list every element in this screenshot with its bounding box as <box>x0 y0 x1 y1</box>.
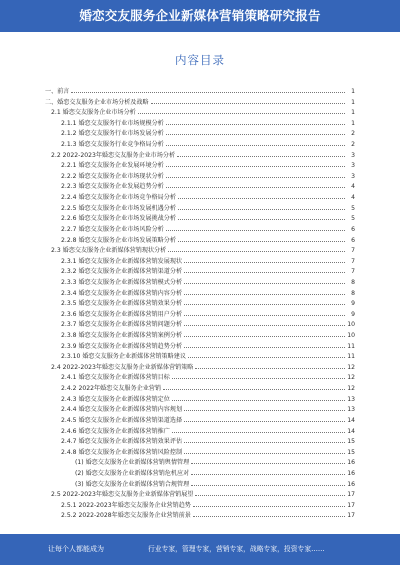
report-title: 婚恋交友服务企业新媒体营销策略研究报告 <box>79 8 321 23</box>
toc-leader-dots <box>178 203 345 210</box>
toc-leader-dots <box>166 181 345 188</box>
toc-leader-dots <box>184 415 345 422</box>
toc-leader-dots <box>184 298 345 305</box>
toc-entry-title: 2.3.3 婚恋交友服务企业新媒体营销模式分析 <box>61 278 183 286</box>
toc-leader-dots <box>168 245 345 252</box>
toc-entry[interactable] <box>61 192 355 201</box>
toc-entry[interactable] <box>61 394 355 403</box>
toc-entry[interactable] <box>61 256 355 265</box>
toc-leader-dots <box>166 128 345 135</box>
toc-entry-title: 2.3.5 婚恋交友服务企业新媒体营销效果分析 <box>61 300 183 308</box>
toc-leader-dots <box>184 277 345 284</box>
toc-entry-title: 2.5.1 2022-2023年婚恋交友服务企业营销趋势 <box>61 501 191 509</box>
toc-entry-title: 2.1 婚恋交友服务企业市场分析 <box>51 109 136 117</box>
toc-entry-page: 17 <box>347 501 355 509</box>
toc-entry[interactable] <box>61 341 355 350</box>
toc-leader-dots <box>178 213 345 220</box>
toc-leader-dots <box>172 372 345 379</box>
toc-entry-page: 5 <box>351 215 355 223</box>
toc-entry-title: 2.2.5 婚恋交友服务企业市场发展机遇分析 <box>61 204 176 212</box>
toc-entry-page: 12 <box>347 363 355 371</box>
toc-entry-title: 2.2 2022-2023年婚恋交友服务企业市场分析 <box>51 151 176 159</box>
toc-entry-page: 7 <box>351 257 355 265</box>
toc-entry[interactable] <box>61 319 355 328</box>
toc-entry[interactable] <box>61 500 355 509</box>
toc-entry-title: 2.3.6 婚恋交友服务企业新媒体营销用户分析 <box>61 310 183 318</box>
toc-entry-title: 2.4.6 婚恋交友服务企业新媒体营销推广 <box>61 427 170 435</box>
toc-entry-page: 14 <box>347 416 355 424</box>
toc-entry-page: 15 <box>347 448 355 456</box>
toc-entry-page: 10 <box>347 321 355 329</box>
toc-leader-dots <box>195 489 345 496</box>
toc-entry-title: 二、婚恋交友服务企业市场分析及战略 <box>45 98 149 106</box>
toc-entry-page: 15 <box>347 438 355 446</box>
toc-leader-dots <box>166 171 345 178</box>
toc-entry-title: 2.3.4 婚恋交友服务企业新媒体营销内容分析 <box>61 289 183 297</box>
toc-entry-title: 2.3.10 婚恋交友服务企业新媒体营销策略建议 <box>61 353 186 361</box>
toc-leader-dots <box>166 224 345 231</box>
table-of-contents <box>45 86 355 521</box>
toc-entry-title: 2.5 2022-2023年婚恋交友服务企业新媒体营销展望 <box>51 491 194 499</box>
toc-leader-dots <box>71 86 345 93</box>
toc-entry-page: 16 <box>347 469 355 477</box>
toc-entry-page: 4 <box>351 194 355 202</box>
toc-entry-title: 2.4.4 婚恋交友服务企业新媒体营销内容规划 <box>61 406 183 414</box>
toc-entry-title: 2.4.2 2022年婚恋交友服务企业营销 <box>61 385 161 393</box>
toc-entry-title: 2.2.1 婚恋交友服务企业发展环境分析 <box>61 162 164 170</box>
toc-entry-page: 6 <box>351 236 355 244</box>
toc-entry[interactable] <box>61 436 355 445</box>
toc-entry[interactable] <box>61 415 355 424</box>
toc-entry-title: 2.2.2 婚恋交友服务企业市场现状分析 <box>61 172 164 180</box>
toc-entry-title: 2.3.9 婚恋交友服务企业新媒体营销趋势分析 <box>61 342 183 350</box>
toc-entry[interactable] <box>45 97 355 106</box>
toc-leader-dots <box>184 288 345 295</box>
toc-entry[interactable] <box>61 383 355 392</box>
toc-leader-dots <box>184 319 345 326</box>
toc-entry[interactable] <box>61 224 355 233</box>
toc-entry[interactable] <box>61 139 355 148</box>
toc-entry[interactable] <box>61 351 355 360</box>
toc-entry-title: 2.3.7 婚恋交友服务企业新媒体营销问题分析 <box>61 321 183 329</box>
toc-entry-title: 2.3.1 婚恋交友服务企业新媒体营销发展现状 <box>61 257 183 265</box>
header-banner <box>0 0 400 32</box>
toc-entry-title: 2.4.1 婚恋交友服务企业新媒体营销目标 <box>61 374 170 382</box>
toc-entry-page: 17 <box>347 512 355 520</box>
toc-leader-dots <box>184 436 345 443</box>
toc-entry-title: 2.4.3 婚恋交友服务企业新媒体营销定位 <box>61 395 170 403</box>
toc-entry[interactable] <box>61 298 355 307</box>
toc-entry-page: 17 <box>347 491 355 499</box>
toc-entry[interactable] <box>61 128 355 137</box>
toc-entry-page: 16 <box>347 459 355 467</box>
toc-entry[interactable] <box>61 510 355 519</box>
toc-leader-dots <box>184 330 345 337</box>
toc-entry[interactable] <box>51 150 355 159</box>
toc-entry[interactable] <box>61 235 355 244</box>
toc-entry-page: 3 <box>351 172 355 180</box>
toc-entry[interactable] <box>51 245 355 254</box>
toc-entry[interactable] <box>61 447 355 456</box>
toc-entry-title: (1) 婚恋交友服务企业新媒体营销舆情管理 <box>75 459 190 467</box>
toc-entry[interactable] <box>61 266 355 275</box>
toc-leader-dots <box>184 256 345 263</box>
toc-leader-dots <box>166 139 345 146</box>
toc-entry[interactable] <box>51 489 355 498</box>
toc-entry[interactable] <box>61 118 355 127</box>
toc-entry-title: 2.3.8 婚恋交友服务企业新媒体营销案例分析 <box>61 332 183 340</box>
toc-entry-page: 12 <box>347 374 355 382</box>
toc-entry-page: 13 <box>347 395 355 403</box>
toc-entry-title: (2) 婚恋交友服务企业新媒体营销危机应对 <box>75 469 190 477</box>
toc-entry-page: 7 <box>351 268 355 276</box>
toc-entry[interactable] <box>61 288 355 297</box>
toc-entry[interactable] <box>45 86 355 95</box>
footer-banner <box>0 534 400 565</box>
toc-leader-dots <box>188 351 345 358</box>
toc-entry-page: 9 <box>351 300 355 308</box>
toc-entry-title: 2.2.3 婚恋交友服务企业发展趋势分析 <box>61 183 164 191</box>
toc-entry[interactable] <box>75 457 355 466</box>
toc-entry-page: 1 <box>351 98 355 106</box>
toc-entry-page: 5 <box>351 204 355 212</box>
toc-entry[interactable] <box>75 479 355 488</box>
toc-leader-dots <box>166 118 345 125</box>
toc-entry[interactable] <box>61 181 355 190</box>
toc-entry-title: (3) 婚恋交友服务企业新媒体营销合规管理 <box>75 480 190 488</box>
toc-entry-title: 2.4.5 婚恋交友服务企业新媒体营销渠道选择 <box>61 416 183 424</box>
toc-entry[interactable] <box>61 372 355 381</box>
toc-entry[interactable] <box>51 362 355 371</box>
toc-leader-dots <box>166 160 345 167</box>
toc-entry[interactable] <box>61 309 355 318</box>
toc-heading: 内容目录 <box>175 53 225 67</box>
toc-entry[interactable] <box>61 426 355 435</box>
toc-entry[interactable] <box>61 277 355 286</box>
toc-entry-page: 4 <box>351 183 355 191</box>
toc-entry-page: 14 <box>347 427 355 435</box>
toc-leader-dots <box>178 192 345 199</box>
toc-entry-page: 1 <box>351 109 355 117</box>
toc-leader-dots <box>193 500 345 507</box>
toc-entry-page: 9 <box>351 310 355 318</box>
toc-entry-title: 2.2.6 婚恋交友服务企业市场发展挑战分析 <box>61 215 176 223</box>
toc-leader-dots <box>178 235 345 242</box>
toc-entry-page: 11 <box>347 342 355 350</box>
toc-leader-dots <box>195 362 345 369</box>
toc-entry-title: 一、前言 <box>45 88 70 95</box>
toc-entry[interactable] <box>61 160 355 169</box>
toc-entry[interactable] <box>61 330 355 339</box>
toc-leader-dots <box>184 447 345 454</box>
toc-entry-title: 2.3.2 婚恋交友服务企业新媒体营销渠道分析 <box>61 268 183 276</box>
toc-entry-title: 2.4 2022-2023年婚恋交友服务企业新媒体营销策略 <box>51 363 194 371</box>
footer-roles: 行业专家，管理专家，营销专家，战略专家，投资专家…… <box>148 545 325 553</box>
toc-leader-dots <box>172 394 345 401</box>
toc-entry-title: 2.4.7 婚恋交友服务企业新媒体营销效果评估 <box>61 438 183 446</box>
toc-leader-dots <box>138 107 345 114</box>
toc-leader-dots <box>172 426 345 433</box>
toc-entry-page: 11 <box>347 353 355 361</box>
toc-leader-dots <box>191 479 345 486</box>
toc-leader-dots <box>151 97 345 104</box>
toc-entry[interactable] <box>75 468 355 477</box>
toc-leader-dots <box>191 468 345 475</box>
toc-entry[interactable] <box>61 213 355 222</box>
toc-leader-dots <box>184 404 345 411</box>
toc-entry[interactable] <box>51 107 355 116</box>
toc-entry-title: 2.2.4 婚恋交友服务企业市场竞争格局分析 <box>61 194 176 202</box>
toc-entry-title: 2.2.7 婚恋交友服务企业市场风险分析 <box>61 225 164 233</box>
toc-entry-page: 8 <box>351 278 355 286</box>
toc-entry-page: 3 <box>351 162 355 170</box>
toc-leader-dots <box>184 266 345 273</box>
toc-entry-title: 2.1.1 婚恋交友服务行业市场规模分析 <box>61 119 164 127</box>
toc-entry-page: 6 <box>351 225 355 233</box>
toc-leader-dots <box>184 341 345 348</box>
toc-entry-title: 2.1.2 婚恋交友服务行业市场发展分析 <box>61 130 164 138</box>
toc-leader-dots <box>193 510 345 517</box>
toc-entry-page: 12 <box>347 385 355 393</box>
toc-entry-page: 1 <box>351 88 355 95</box>
footer-slogan: 让每个人都能成为 <box>48 545 104 553</box>
toc-entry-page: 7 <box>351 247 355 255</box>
toc-leader-dots <box>191 457 345 464</box>
toc-entry-title: 2.1.3 婚恋交友服务行业竞争格局分析 <box>61 141 164 149</box>
toc-leader-dots <box>184 309 345 316</box>
toc-entry-page: 1 <box>351 119 355 127</box>
toc-entry-page: 2 <box>351 130 355 138</box>
toc-entry[interactable] <box>61 171 355 180</box>
toc-entry[interactable] <box>61 203 355 212</box>
toc-leader-dots <box>177 150 345 157</box>
toc-entry-title: 2.3 婚恋交友服务企业新媒体营销现状分析 <box>51 247 167 255</box>
toc-entry-page: 13 <box>347 406 355 414</box>
toc-entry-page: 2 <box>351 141 355 149</box>
toc-entry[interactable] <box>61 404 355 413</box>
toc-entry-title: 2.4.8 婚恋交友服务企业新媒体营销风险控制 <box>61 448 183 456</box>
toc-entry-page: 16 <box>347 480 355 488</box>
toc-entry-page: 8 <box>351 289 355 297</box>
toc-entry-title: 2.5.2 2022-2028年婚恋交友服务企业营销前景 <box>61 512 191 520</box>
toc-entry-page: 10 <box>347 332 355 340</box>
toc-entry-title: 2.2.8 婚恋交友服务企业市场发展策略分析 <box>61 236 176 244</box>
toc-leader-dots <box>163 383 345 390</box>
toc-entry-page: 3 <box>351 151 355 159</box>
